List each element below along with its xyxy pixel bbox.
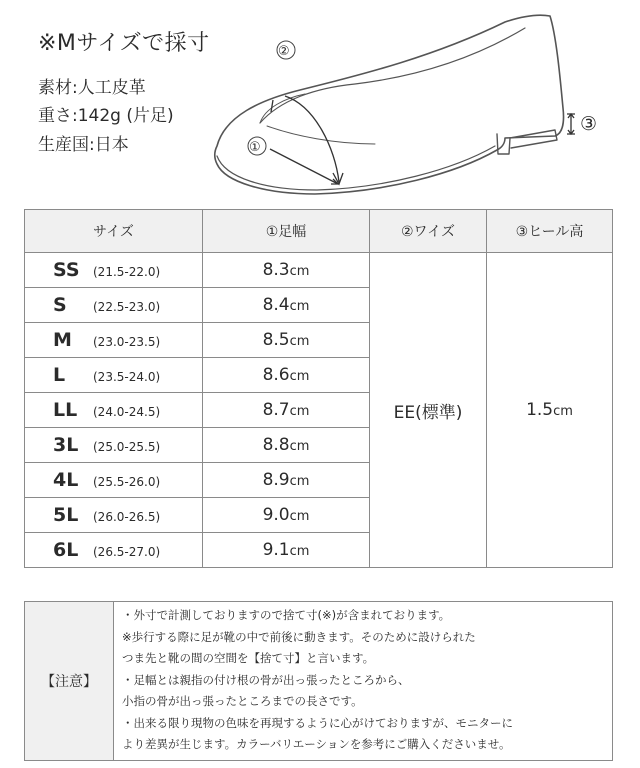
shoe-outline bbox=[215, 15, 564, 194]
size-range: (22.5-23.0) bbox=[93, 300, 161, 314]
size-range: (23.0-23.5) bbox=[93, 335, 161, 349]
foot-width-cell: 8.6cm bbox=[203, 358, 370, 393]
table-row bbox=[25, 253, 613, 288]
size-label: 6L bbox=[53, 539, 79, 561]
size-label: S bbox=[53, 294, 67, 316]
size-label: 3L bbox=[53, 434, 79, 456]
width-measure-line bbox=[270, 149, 338, 184]
caution-line: 小指の骨が出っ張ったところまでの長さです。 bbox=[122, 694, 363, 708]
caution-line: ・出来る限り現物の色味を再現するように心がけておりますが、モニターに bbox=[122, 715, 513, 730]
size-cell bbox=[25, 393, 203, 428]
size-range: (21.5-22.0) bbox=[93, 265, 161, 279]
wise-measure-line bbox=[285, 96, 339, 182]
size-cell bbox=[25, 253, 203, 288]
size-range: (26.5-27.0) bbox=[93, 545, 161, 559]
caution-line: つま先と靴の間の空間を【捨て寸】と言います。 bbox=[122, 651, 375, 665]
size-cell bbox=[25, 463, 203, 498]
size-table bbox=[24, 209, 613, 568]
size-cell bbox=[25, 533, 203, 568]
shoe-opening bbox=[260, 28, 525, 123]
heel-height-cell: 1.5cm bbox=[487, 253, 613, 568]
caution-table bbox=[24, 601, 613, 761]
caution-line: ※歩行する際に足が靴の中で前後に動きます。そのために設けられた bbox=[122, 629, 476, 644]
size-label: 4L bbox=[53, 469, 79, 491]
size-label: M bbox=[53, 329, 72, 351]
size-cell bbox=[25, 323, 203, 358]
foot-width-cell: 8.4cm bbox=[203, 288, 370, 323]
caution-label: 【注意】 bbox=[25, 602, 114, 761]
material-spec: 素材:人工皮革 bbox=[38, 78, 146, 98]
size-range: (24.0-24.5) bbox=[93, 405, 161, 419]
marker-1-label: ① bbox=[249, 140, 261, 155]
header-heel-height: ③ヒール高 bbox=[487, 210, 613, 253]
size-range: (23.5-24.0) bbox=[93, 370, 161, 384]
origin-spec: 生産国:日本 bbox=[38, 135, 129, 155]
foot-width-cell: 8.7cm bbox=[203, 393, 370, 428]
size-label: L bbox=[53, 364, 66, 386]
heel-block bbox=[497, 130, 557, 154]
foot-width-cell: 8.3cm bbox=[203, 253, 370, 288]
caution-text bbox=[114, 602, 613, 761]
foot-width-cell: 9.0cm bbox=[203, 498, 370, 533]
header-size: サイズ bbox=[25, 210, 203, 253]
size-table-header bbox=[25, 210, 613, 253]
size-label: LL bbox=[53, 399, 78, 421]
size-range: (26.0-26.5) bbox=[93, 510, 161, 524]
caution-line: ・外寸で計測しておりますので捨て寸(※)が含まれております。 bbox=[122, 608, 451, 622]
size-range: (25.0-25.5) bbox=[93, 440, 161, 454]
size-cell bbox=[25, 358, 203, 393]
caution-line: より差異が生じます。カラーバリエーションを参考にご購入くださいませ。 bbox=[122, 737, 511, 751]
wise-cell: EE(標準) bbox=[370, 253, 487, 568]
size-cell bbox=[25, 428, 203, 463]
size-label: SS bbox=[53, 259, 80, 281]
size-cell bbox=[25, 288, 203, 323]
header-wise: ②ワイズ bbox=[370, 210, 487, 253]
size-cell bbox=[25, 498, 203, 533]
size-range: (25.5-26.0) bbox=[93, 475, 161, 489]
size-label: 5L bbox=[53, 504, 79, 526]
weight-spec: 重さ:142g (片足) bbox=[38, 106, 174, 126]
page-title: ※Mサイズで採寸 bbox=[38, 31, 210, 56]
caution-line: ・足幅とは親指の付け根の骨が出っ張ったところから、 bbox=[122, 672, 410, 687]
marker-2-label: ② bbox=[278, 44, 290, 59]
header-foot-width: ①足幅 bbox=[203, 210, 370, 253]
foot-width-cell: 8.5cm bbox=[203, 323, 370, 358]
foot-width-cell: 8.8cm bbox=[203, 428, 370, 463]
foot-width-cell: 8.9cm bbox=[203, 463, 370, 498]
marker-3-label: ③ bbox=[580, 113, 598, 135]
foot-width-cell: 9.1cm bbox=[203, 533, 370, 568]
shoe-diagram bbox=[205, 8, 625, 204]
